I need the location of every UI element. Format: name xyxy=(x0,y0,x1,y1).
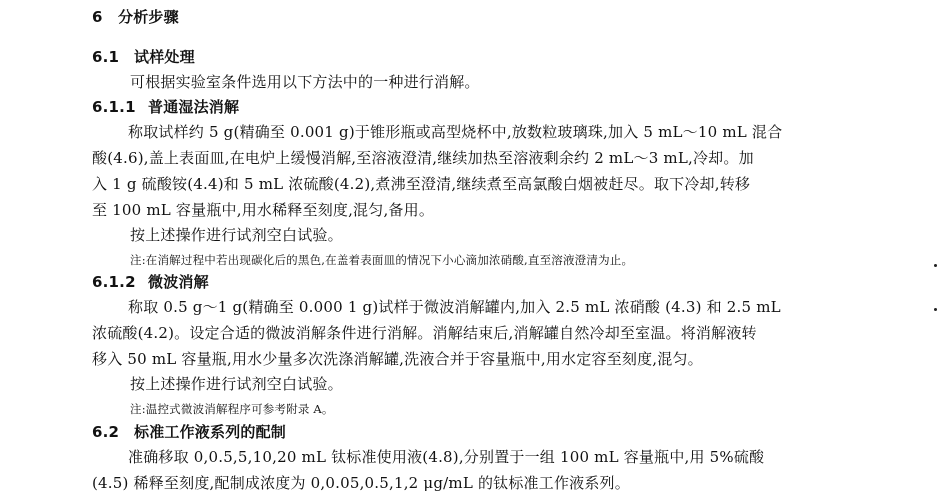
section-title: 微波消解 xyxy=(148,273,209,291)
paragraph-line: (4.5) 稀释至刻度,配制成浓度为 0,0.05,0.5,1,2 μg/mL 的钛标准工作液系列。 xyxy=(92,474,630,492)
paragraph-line: 移入 50 mL 容量瓶,用水少量多次洗涤消解罐,洗液合并于容量瓶中,用水定容至刻度,混匀。 xyxy=(92,350,703,368)
section-6-heading xyxy=(92,7,179,27)
section-title: 标准工作液系列的配制 xyxy=(134,423,287,441)
section-6-1-1-heading xyxy=(92,97,239,117)
section-6-1-intro: 可根据实验室条件选用以下方法中的一种进行消解。 xyxy=(130,73,480,91)
section-number: 6.1.1 xyxy=(92,98,136,116)
paragraph: 按上述操作进行试剂空白试验。 xyxy=(130,226,343,244)
section-title: 试样处理 xyxy=(134,48,195,66)
note: 注:温控式微波消解程序可参考附录 A。 xyxy=(130,402,334,416)
section-6-1-2-heading xyxy=(92,272,209,292)
section-title: 普通湿法消解 xyxy=(148,98,240,116)
section-6-1-heading xyxy=(92,47,195,67)
paragraph-line: 入 1 g 硫酸铵(4.4)和 5 mL 浓硫酸(4.2),煮沸至澄清,继续煮至高氯酸白烟被赶尽。取下冷却,转移 xyxy=(92,175,751,193)
scan-speck xyxy=(934,264,937,267)
paragraph: 按上述操作进行试剂空白试验。 xyxy=(130,375,343,393)
paragraph-line: 酸(4.6),盖上表面皿,在电炉上缓慢消解,至溶液澄清,继续加热至溶液剩余约 2 mL～3 mL,冷却。加 xyxy=(92,149,754,167)
section-number: 6.1.2 xyxy=(92,273,136,291)
paragraph-line: 至 100 mL 容量瓶中,用水稀释至刻度,混匀,备用。 xyxy=(92,201,435,219)
paragraph-line: 准确移取 0,0.5,5,10,20 mL 钛标准使用液(4.8),分别置于一组 100 mL 容量瓶中,用 5%硫酸 xyxy=(128,448,765,466)
scan-speck xyxy=(934,308,937,311)
paragraph-line: 称取试样约 5 g(精确至 0.001 g)于锥形瓶或高型烧杯中,放数粒玻璃珠,加入 5 mL～10 mL 混合 xyxy=(128,123,783,141)
section-6-2-heading xyxy=(92,422,286,442)
paragraph-line: 浓硫酸(4.2)。设定合适的微波消解条件进行消解。消解结束后,消解罐自然冷却至室温。将消解液转 xyxy=(92,324,757,342)
section-number: 6.1 xyxy=(92,48,120,66)
section-title: 分析步骤 xyxy=(118,8,179,26)
section-number: 6.2 xyxy=(92,423,120,441)
paragraph-line: 称取 0.5 g～1 g(精确至 0.000 1 g)试样于微波消解罐内,加入 2.5 mL 浓硝酸 (4.3) 和 2.5 mL xyxy=(128,298,781,316)
note: 注:在消解过程中若出现碳化后的黑色,在盖着表面皿的情况下小心滴加浓硝酸,直至溶液澄清为止。 xyxy=(130,253,634,267)
section-number: 6 xyxy=(92,8,103,26)
